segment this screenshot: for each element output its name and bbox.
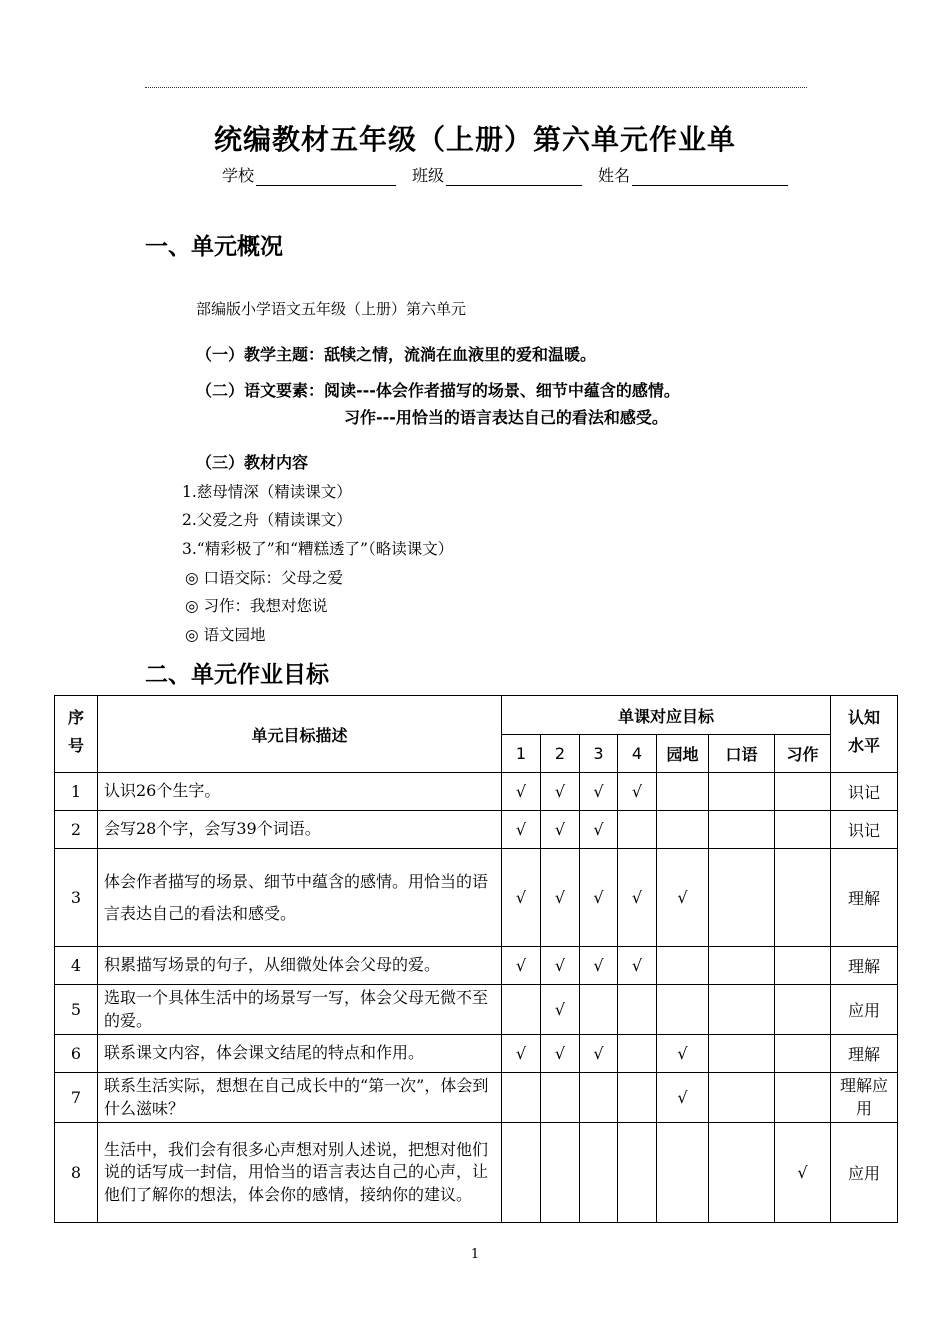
lesson-col-header: 4 (618, 735, 657, 773)
content-item: ◎ 语文园地 (185, 626, 266, 644)
check-cell (709, 1035, 775, 1073)
check-cell (541, 811, 580, 849)
table-row (55, 947, 898, 985)
row-level: 应用 (831, 1123, 898, 1223)
row-level: 应用 (831, 985, 898, 1035)
check-cell (709, 1073, 775, 1123)
check-mark-icon: √ (677, 1088, 688, 1107)
header-dotted-rule (145, 87, 807, 88)
check-mark-icon: √ (677, 1044, 688, 1063)
row-description: 体会作者描写的场景、细节中蕴含的感情。用恰当的语言表达自己的看法和感受。 (98, 849, 502, 947)
document-title: 统编教材五年级（上册）第六单元作业单 (213, 123, 736, 156)
row-seq: 7 (55, 1073, 98, 1123)
row-description: 选取一个具体生活中的场景写一写，体会父母无微不至的爱。 (98, 985, 502, 1035)
check-mark-icon: √ (554, 820, 566, 839)
check-cell (775, 985, 831, 1035)
check-cell (618, 849, 657, 947)
check-cell (709, 947, 775, 985)
row-seq: 4 (55, 947, 98, 985)
check-cell (657, 773, 709, 811)
class-label: 班级 (412, 166, 445, 185)
school-blank[interactable] (256, 169, 396, 186)
header-seq: 序 号 (55, 696, 98, 773)
unit-goals-table (54, 695, 898, 1223)
name-field[interactable] (598, 163, 788, 186)
row-seq: 8 (55, 1123, 98, 1223)
check-mark-icon: √ (554, 956, 566, 975)
check-cell (709, 773, 775, 811)
check-cell (502, 773, 541, 811)
row-seq: 5 (55, 985, 98, 1035)
check-cell (657, 849, 709, 947)
check-cell (580, 811, 618, 849)
lesson-col-header: 口语 (709, 735, 775, 773)
school-field[interactable] (222, 163, 396, 186)
row-description: 积累描写场景的句子，从细微处体会父母的爱。 (98, 947, 502, 985)
row-seq: 3 (55, 849, 98, 947)
check-cell (580, 1123, 618, 1223)
check-cell (502, 1123, 541, 1223)
check-cell (502, 849, 541, 947)
row-seq: 6 (55, 1035, 98, 1073)
language-elements-line1: （二）语文要素：阅读---体会作者描写的场景、细节中蕴含的感情。 (196, 381, 680, 400)
check-mark-icon: √ (554, 1044, 566, 1063)
teaching-theme: （一）教学主题：舐犊之情，流淌在血液里的爱和温暖。 (196, 345, 597, 364)
check-mark-icon: √ (593, 820, 604, 839)
content-item: 3.“精彩极了”和“糟糕透了”（略读课文） (182, 540, 454, 558)
content-item: ◎ 习作：我想对您说 (185, 597, 328, 615)
check-cell (580, 773, 618, 811)
check-cell (541, 1073, 580, 1123)
check-mark-icon: √ (515, 1044, 527, 1063)
check-cell (618, 1035, 657, 1073)
check-cell (657, 947, 709, 985)
lesson-col-header: 3 (580, 735, 618, 773)
row-level: 识记 (831, 811, 898, 849)
lesson-col-header: 1 (502, 735, 541, 773)
check-cell (541, 1123, 580, 1223)
check-mark-icon: √ (554, 782, 566, 801)
table-row (55, 849, 898, 947)
row-level: 识记 (831, 773, 898, 811)
section2-heading: 二、单元作业目标 (145, 662, 329, 688)
header-description: 单元目标描述 (98, 696, 502, 773)
check-cell (775, 1123, 831, 1223)
row-description: 生活中，我们会有很多心声想对别人述说，把想对他们说的话写成一封信，用恰当的语言表达自己的心声，让他们了解你的想法，体会你的感情，接纳你的建议。 (98, 1123, 502, 1223)
check-cell (541, 773, 580, 811)
table-row (55, 811, 898, 849)
check-cell (580, 985, 618, 1035)
check-mark-icon: √ (593, 1044, 604, 1063)
section1-heading: 一、单元概况 (145, 234, 283, 260)
class-field[interactable] (412, 163, 582, 186)
table-row (55, 985, 898, 1035)
name-blank[interactable] (632, 169, 788, 186)
lesson-col-header: 2 (541, 735, 580, 773)
name-label: 姓名 (598, 166, 631, 185)
check-cell (657, 1123, 709, 1223)
check-cell (709, 985, 775, 1035)
check-mark-icon: √ (631, 956, 643, 975)
table-row (55, 1123, 898, 1223)
check-cell (541, 947, 580, 985)
check-cell (775, 947, 831, 985)
page-number: 1 (470, 1247, 480, 1262)
check-mark-icon: √ (515, 888, 527, 907)
check-mark-icon: √ (515, 956, 527, 975)
check-cell (775, 773, 831, 811)
check-cell (502, 947, 541, 985)
check-mark-icon: √ (593, 782, 604, 801)
row-seq: 2 (55, 811, 98, 849)
check-cell (709, 811, 775, 849)
check-cell (502, 985, 541, 1035)
check-cell (618, 1123, 657, 1223)
check-cell (775, 1073, 831, 1123)
check-mark-icon: √ (631, 782, 643, 801)
lesson-col-header: 园地 (657, 735, 709, 773)
student-info-fields (222, 163, 788, 186)
unit-intro: 部编版小学语文五年级（上册）第六单元 (196, 300, 467, 318)
check-cell (657, 1035, 709, 1073)
check-mark-icon: √ (515, 782, 527, 801)
header-cognitive-level: 认知 水平 (831, 696, 898, 773)
header-lesson-goals: 单课对应目标 (502, 696, 831, 735)
check-cell (618, 985, 657, 1035)
school-label: 学校 (222, 166, 255, 185)
check-cell (709, 1123, 775, 1223)
check-cell (618, 811, 657, 849)
content-item: ◎ 口语交际：父母之爱 (185, 569, 343, 587)
check-cell (775, 1035, 831, 1073)
check-mark-icon: √ (515, 820, 527, 839)
check-cell (541, 985, 580, 1035)
table-row (55, 1073, 898, 1123)
row-seq: 1 (55, 773, 98, 811)
check-mark-icon: √ (554, 1000, 566, 1019)
row-level: 理解 (831, 1035, 898, 1073)
check-cell (580, 1035, 618, 1073)
row-level: 理解 (831, 947, 898, 985)
row-level: 理解 (831, 849, 898, 947)
check-cell (580, 947, 618, 985)
table-row (55, 773, 898, 811)
check-cell (775, 811, 831, 849)
row-description: 会写28个字，会写39个词语。 (98, 811, 502, 849)
row-description: 联系生活实际，想想在自己成长中的“第一次”，体会到什么滋味？ (98, 1073, 502, 1123)
class-blank[interactable] (446, 169, 582, 186)
check-mark-icon: √ (631, 888, 643, 907)
check-cell (618, 1073, 657, 1123)
check-cell (657, 1073, 709, 1123)
check-mark-icon: √ (797, 1163, 808, 1182)
check-cell (541, 849, 580, 947)
check-mark-icon: √ (593, 956, 604, 975)
content-item: 2.父爱之舟（精读课文） (182, 511, 352, 529)
check-cell (502, 811, 541, 849)
check-cell (580, 849, 618, 947)
check-cell (618, 773, 657, 811)
table-row (55, 1035, 898, 1073)
content-heading: （三）教材内容 (196, 453, 309, 472)
lesson-col-header: 习作 (775, 735, 831, 773)
check-mark-icon: √ (593, 888, 604, 907)
check-cell (541, 1035, 580, 1073)
check-mark-icon: √ (677, 888, 688, 907)
content-item: 1.慈母情深（精读课文） (182, 483, 352, 501)
row-description: 认识26个生字。 (98, 773, 502, 811)
check-cell (657, 811, 709, 849)
check-cell (502, 1073, 541, 1123)
language-elements-line2: 习作---用恰当的语言表达自己的看法和感受。 (344, 408, 668, 427)
row-description: 联系课文内容，体会课文结尾的特点和作用。 (98, 1035, 502, 1073)
check-cell (502, 1035, 541, 1073)
check-cell (618, 947, 657, 985)
check-cell (657, 985, 709, 1035)
row-level: 理解应用 (831, 1073, 898, 1123)
check-cell (709, 849, 775, 947)
check-cell (775, 849, 831, 947)
check-mark-icon: √ (554, 888, 566, 907)
check-cell (580, 1073, 618, 1123)
